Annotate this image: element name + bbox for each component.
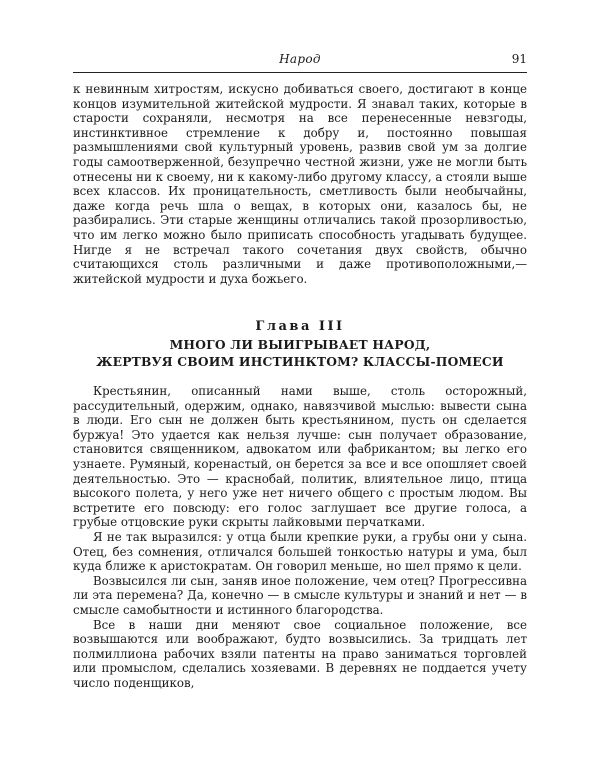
chapter-title-line-2: ЖЕРТВУЯ СВОИМ ИНСТИНКТОМ? КЛАССЫ-ПОМЕСИ	[96, 354, 504, 369]
header-rule	[73, 72, 527, 73]
page-number: 91	[511, 52, 527, 66]
intro-text-block	[73, 82, 527, 286]
body-paragraph-1: Крестьянин, описанный нами выше, столь осторожный, рассудительный, одержим, однако, навязчивой мыслью: вывести сына в люди. Его сын не должен быть крестьянином, пусть он сделается буржуа! Это удается как нельзя лучше: сын получает образование, становится священником, адвокатом или фабрикантом; вы легко его узнаете. Румяный, коренастый, он берется за все и все опошляет своей деятельностью. Это — краснобай, политик, влиятельное лицо, птица высокого полета, у него уже нет ничего общего с простым людом. Вы встретите его повсюду: его голос заглушает все другие голоса, а грубые отцовские руки скрыты лайковыми перчатками.	[73, 384, 527, 530]
body-paragraph-4: Все в наши дни меняют свое социальное положение, все возвышаются или воображают, будто возвысились. За тридцать лет полмиллиона рабочих взяли патенты на право заниматься торговлей или промыслом, сделались хозяевами. В деревнях не поддается учету число поденщиков,	[73, 617, 527, 690]
chapter-title-line-1: МНОГО ЛИ ВЫИГРЫВАЕТ НАРОД,	[169, 337, 431, 352]
running-title: Народ	[279, 52, 321, 66]
body-paragraph-3: Возвысился ли сын, заняв иное положение, чем отец? Прогрессивна ли эта перемена? Да, конечно — в смысле культуры и знаний и нет — в смысле самобытности и истинного благородства.	[73, 573, 527, 617]
chapter-number: Глава III	[255, 319, 345, 334]
running-head	[73, 50, 527, 68]
body-paragraph-2: Я не так выразился: у отца были крепкие руки, а грубы они у сына. Отец, без сомнения, отличался большей тонкостью натуры и ума, был куда ближе к аристократам. Он говорил меньше, но шел прямо к цели.	[73, 529, 527, 574]
chapter-heading	[73, 318, 527, 370]
intro-paragraph: к невинным хитростям, искусно добиваться своего, достигают в конце концов изумительной житейской мудрости. Я знавал таких, которые в старости сохраняли, несмотря на все перенесенные невзгоды, инстинктивное стремление к добру и, постоянно повышая размышлениями свой культурный уровень, развив свой ум за долгие годы самоотверженной, безупречно честной жизни, уже не могли быть отнесены ни к своему, ни к какому-либо другому классу, а стояли выше всех классов. Их проницательность, сметливость были необычайны, даже когда речь шла о вещах, в которых они, казалось бы, не разбирались. Эти старые женщины отличались такой прозорливостью, что им легко можно было приписать способность угадывать будущее. Нигде я не встречал такого сочетания двух свойств, обычно считающихся столь различными и даже противоположными,— житейской мудрости и духа божьего.	[73, 82, 527, 286]
chapter-body	[73, 384, 527, 690]
